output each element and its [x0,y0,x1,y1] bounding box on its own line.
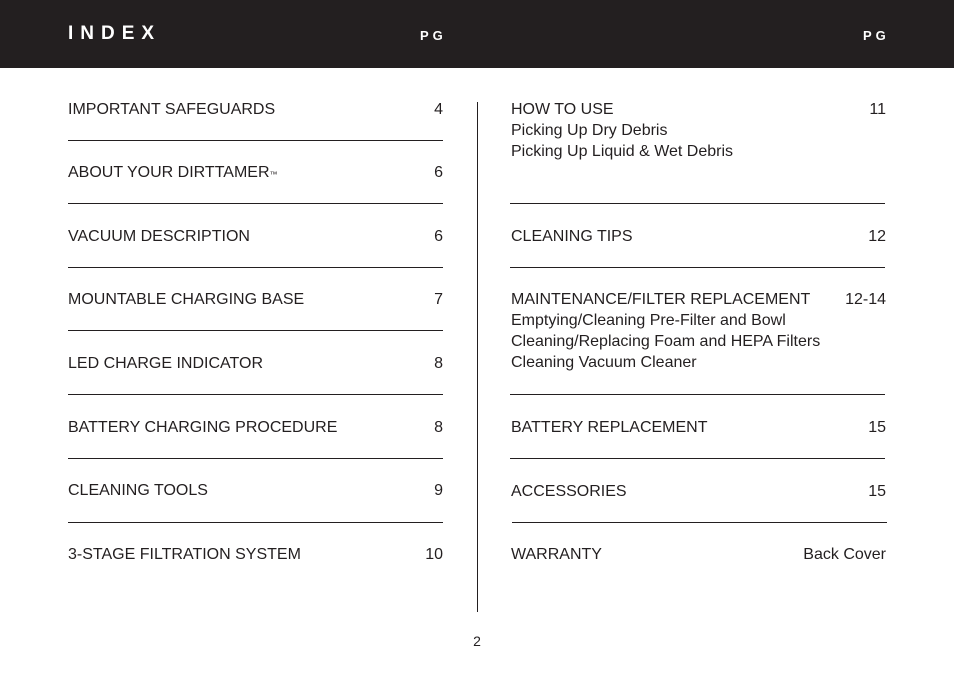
entry-page: 7 [434,291,443,308]
entry-title: ABOUT YOUR DIRTTAMER™ [68,164,278,181]
entry-page: 6 [434,164,443,181]
entry-title: CLEANING TIPS [511,228,633,245]
entry-page: 12 [868,228,886,245]
entry-divider [68,522,443,523]
index-entry-cleaning-tips[interactable] [511,226,886,247]
entry-page: 6 [434,228,443,245]
entry-page: 10 [425,546,443,563]
entry-title: ACCESSORIES [511,483,627,500]
entry-title: BATTERY REPLACEMENT [511,419,708,436]
entry-subtopic: Emptying/Cleaning Pre-Filter and Bowl [511,312,786,329]
entry-title: VACUUM DESCRIPTION [68,228,250,245]
entry-divider [68,458,443,459]
entry-title: IMPORTANT SAFEGUARDS [68,101,276,118]
index-entry-important-safeguards[interactable] [68,99,443,120]
entry-divider [512,522,887,523]
entry-page: 11 [869,101,886,118]
entry-title: BATTERY CHARGING PROCEDURE [68,419,338,436]
entry-page: 15 [868,483,886,500]
entry-divider [510,267,885,268]
entry-page: 8 [434,355,443,372]
entry-divider [510,458,885,459]
index-entry-maintenance-filter-replacement[interactable] [511,289,886,373]
entry-divider [68,330,443,331]
index-entry-3-stage-filtration-system[interactable] [68,544,443,565]
entry-title: MAINTENANCE/FILTER REPLACEMENT [511,291,811,308]
entry-page: 4 [434,101,443,118]
entry-page: 15 [868,419,886,436]
index-entry-about-your-dirttamer[interactable] [68,162,443,183]
page-column-label-right: PG [863,28,890,43]
entry-divider [510,203,885,204]
index-entry-battery-replacement[interactable] [511,417,886,438]
entry-page: 9 [434,482,443,499]
entry-subtopic: Picking Up Dry Debris [511,122,668,139]
page-title: INDEX [68,23,162,44]
entry-divider [68,140,443,141]
page-column-label-left: PG [420,28,447,43]
index-entry-how-to-use[interactable] [511,99,886,162]
entry-subtopic: Picking Up Liquid & Wet Debris [511,143,734,160]
entry-divider [510,394,885,395]
entry-divider [68,267,443,268]
entry-subtopic: Cleaning/Replacing Foam and HEPA Filters [511,333,821,350]
index-entry-vacuum-description[interactable] [68,226,443,247]
trademark-symbol: ™ [269,170,278,179]
entry-page: 12-14 [845,291,886,308]
header-bar [0,0,954,68]
entry-title: WARRANTY [511,546,602,563]
entry-page: Back Cover [803,546,886,563]
index-entry-warranty[interactable] [511,544,886,565]
entry-page: 8 [434,419,443,436]
index-entry-battery-charging-procedure[interactable] [68,417,443,438]
index-entry-cleaning-tools[interactable] [68,480,443,501]
index-entry-accessories[interactable] [511,481,886,502]
index-entry-led-charge-indicator[interactable] [68,353,443,374]
entry-title: 3-STAGE FILTRATION SYSTEM [68,546,301,563]
entry-subtopic: Cleaning Vacuum Cleaner [511,354,697,371]
entry-divider [68,203,443,204]
page-number: 2 [473,633,481,649]
entry-title: HOW TO USE [511,101,614,118]
entry-title: MOUNTABLE CHARGING BASE [68,291,305,308]
index-entry-mountable-charging-base[interactable] [68,289,443,310]
entry-title: LED CHARGE INDICATOR [68,355,263,372]
entry-title: CLEANING TOOLS [68,482,208,499]
entry-divider [68,394,443,395]
column-divider [477,102,478,612]
